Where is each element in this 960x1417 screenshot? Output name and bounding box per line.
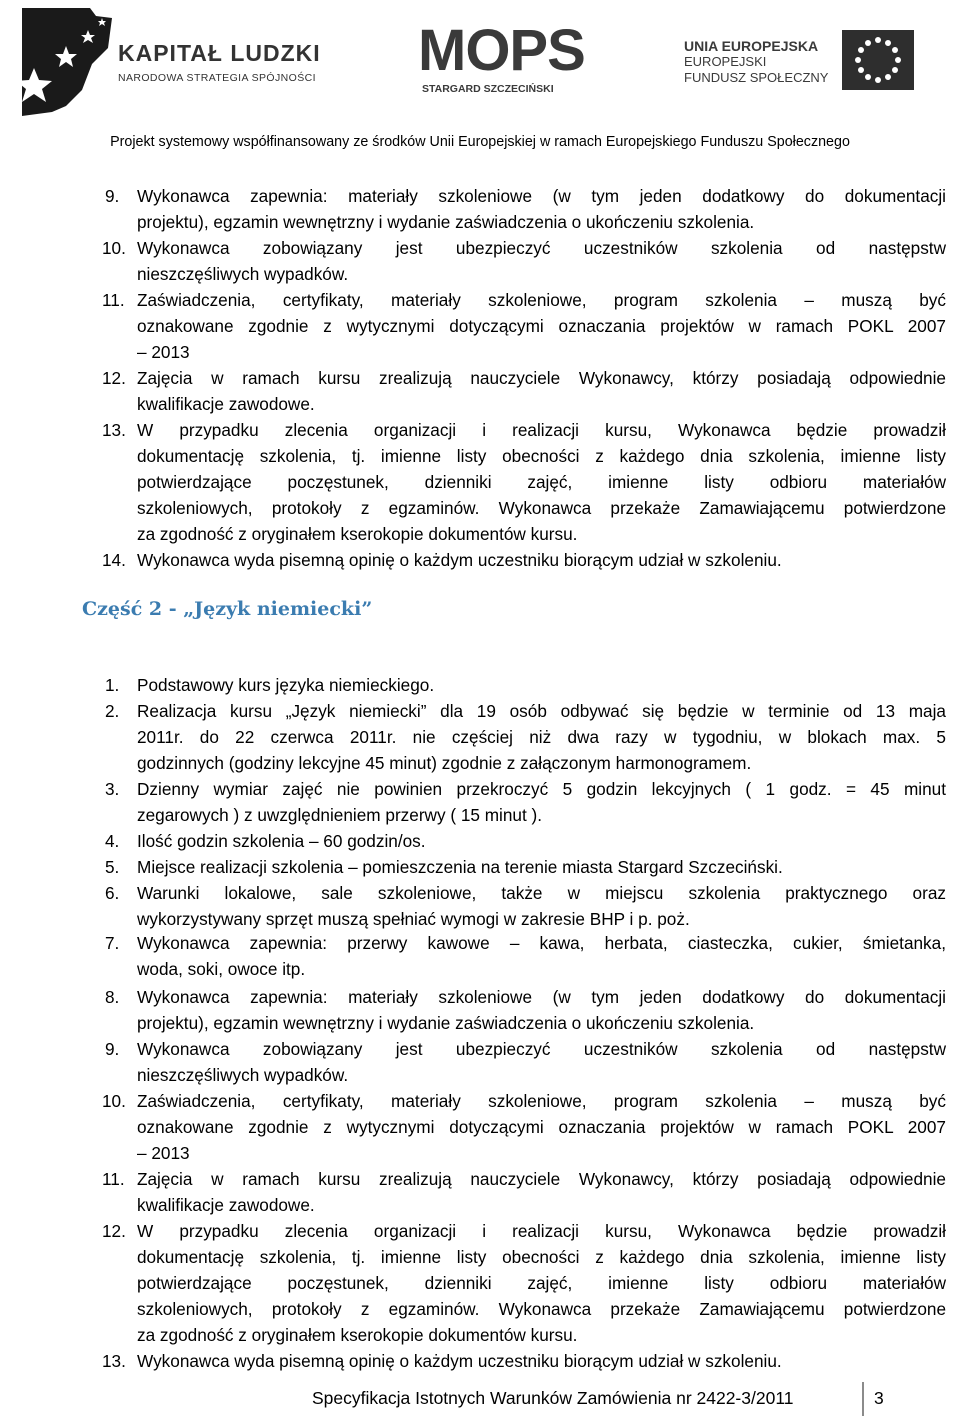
list-item — [102, 365, 946, 417]
list-item-line: za zgodność z oryginałem kserokopie dokumentów kursu. — [137, 524, 578, 544]
list-item-line: szkoleniowych, protokoły z egzaminów. Wykonawca przekaże Zamawiającemu potwierdzone — [137, 1299, 946, 1319]
eu-flag-icon — [842, 30, 914, 94]
list-item — [102, 235, 946, 287]
list-item-line: Wykonawca wyda pisemną opinię o każdym uczestniku biorącym udział w szkoleniu. — [137, 1351, 782, 1371]
list-item-line: wykorzystywany sprzęt muszą spełniać wymogi w zakresie BHP i p. poż. — [137, 909, 690, 929]
list-item — [102, 1166, 946, 1218]
list-item-line: projektu), egzamin wewnętrzny i wydanie zaświadczenia o ukończeniu szkolenia. — [137, 1013, 755, 1033]
list-item-line: Ilość godzin szkolenia – 60 godzin/os. — [137, 831, 426, 851]
ue-line-1: UNIA EUROPEJSKA — [684, 38, 819, 54]
list-item-line: oznakowane zgodnie z wytycznymi dotyczącymi oznaczania projektów w ramach POKL 2007 — [137, 1117, 946, 1137]
list-item-line: W przypadku zlecenia organizacji i realizacji kursu, Wykonawca będzie prowadził — [137, 420, 946, 440]
list-item-number: 9. — [105, 186, 120, 206]
list-item — [105, 183, 946, 235]
list-item — [105, 672, 946, 698]
list-item-line: nieszczęśliwych wypadków. — [137, 1065, 349, 1085]
list-item-line: Podstawowy kurs języka niemieckiego. — [137, 675, 435, 695]
project-cofinancing-line: Projekt systemowy współfinansowany ze środków Unii Europejskiej w ramach Europejskiego Funduszu Społecznego — [110, 134, 850, 150]
list-item-number: 10. — [102, 238, 126, 258]
list-item-number: 8. — [105, 987, 120, 1007]
list-item-number: 14. — [102, 550, 126, 570]
list-item-line: Zaświadczenia, certyfikaty, materiały szkoleniowe, program szkolenia – muszą być — [137, 290, 946, 310]
list-item — [105, 880, 946, 932]
list-item-number: 2. — [105, 701, 120, 721]
list-item — [105, 828, 946, 854]
list-item-line: – 2013 — [137, 342, 190, 362]
list-item-number: 12. — [102, 1221, 126, 1241]
ue-logo — [676, 30, 940, 110]
kapital-ludzki-emblem-icon — [22, 8, 117, 116]
ue-line-3: FUNDUSZ SPOŁECZNY — [684, 70, 829, 85]
page-header — [0, 0, 960, 170]
mops-title: MOPS — [418, 18, 585, 83]
list-item-line: nieszczęśliwych wypadków. — [137, 264, 349, 284]
list-item-number: 11. — [102, 290, 125, 310]
list-item-line: Wykonawca zapewnia: przerwy kawowe – kawa, herbata, ciasteczka, cukier, śmietanka, — [137, 933, 946, 953]
list-item-line: Wykonawca zobowiązany jest ubezpieczyć uczestników szkolenia od następstw — [137, 238, 946, 258]
list-item-line: potwierdzające poczęstunek, dzienniki zajęć, imienne listy odbioru materiałów — [137, 1273, 946, 1293]
list-item-number: 12. — [102, 368, 126, 388]
mops-logo — [418, 18, 618, 98]
list-item-number: 9. — [105, 1039, 120, 1059]
list-item-line: Zaświadczenia, certyfikaty, materiały szkoleniowe, program szkolenia – muszą być — [137, 1091, 946, 1111]
ue-line-2: EUROPEJSKI — [684, 54, 767, 69]
list-item-number: 6. — [105, 883, 120, 903]
list-item — [102, 547, 946, 573]
list-item — [102, 1348, 946, 1374]
list-item-line: woda, soki, owoce itp. — [137, 959, 306, 979]
kapital-ludzki-title: KAPITAŁ LUDZKI — [118, 40, 321, 66]
list-item-line: W przypadku zlecenia organizacji i realizacji kursu, Wykonawca będzie prowadził — [137, 1221, 946, 1241]
list-item-number: 13. — [102, 420, 126, 440]
list-item-line: oznakowane zgodnie z wytycznymi dotyczącymi oznaczania projektów w ramach POKL 2007 — [137, 316, 946, 336]
list-item-number: 10. — [102, 1091, 126, 1111]
list-item-line: kwalifikacje zawodowe. — [137, 1195, 315, 1215]
section-heading: Część 2 - „Język niemiecki” — [82, 598, 373, 620]
list-item-line: Warunki lokalowe, sale szkoleniowe, także w miejscu szkolenia praktycznego oraz — [137, 883, 946, 903]
list-item — [105, 1036, 946, 1088]
list-item-line: Wykonawca zapewnia: materiały szkoleniowe (w tym jeden dodatkowy do dokumentacji — [137, 186, 946, 206]
footer-divider — [862, 1382, 864, 1416]
list-item-number: 11. — [102, 1169, 125, 1189]
list-item — [102, 287, 946, 365]
list-item-line: szkoleniowych, protokoły z egzaminów. Wykonawca przekaże Zamawiającemu potwierdzone — [137, 498, 946, 518]
list-item-line: zegarowych ) z uwzględnieniem przerwy ( 15 minut ). — [137, 805, 543, 825]
list-item-line: Dzienny wymiar zajęć nie powinien przekroczyć 5 godzin lekcyjnych ( 1 godz. = 45 minut — [137, 779, 946, 799]
list-item — [105, 984, 946, 1036]
list-item-line: kwalifikacje zawodowe. — [137, 394, 315, 414]
list-item-line: za zgodność z oryginałem kserokopie dokumentów kursu. — [137, 1325, 578, 1345]
mops-subtitle: STARGARD SZCZECIŃSKI — [422, 83, 554, 95]
list-item-line: projektu), egzamin wewnętrzny i wydanie zaświadczenia o ukończeniu szkolenia. — [137, 212, 755, 232]
list-item-line: Wykonawca zobowiązany jest ubezpieczyć uczestników szkolenia od następstw — [137, 1039, 946, 1059]
list-item — [105, 776, 946, 828]
list-item — [105, 854, 946, 880]
footer-title: Specyfikacja Istotnych Warunków Zamówienia nr 2422-3/2011 — [312, 1388, 794, 1408]
kapital-ludzki-subtitle: NARODOWA STRATEGIA SPÓJNOŚCI — [118, 72, 316, 84]
list-item-line: – 2013 — [137, 1143, 190, 1163]
list-item — [102, 417, 946, 547]
list-item-line: Miejsce realizacji szkolenia – pomieszczenia na terenie miasta Stargard Szczeciński. — [137, 857, 783, 877]
list-item-number: 3. — [105, 779, 120, 799]
page-number: 3 — [874, 1388, 884, 1408]
list-item-line: Zajęcia w ramach kursu zrealizują nauczyciele Wykonawcy, którzy posiadają odpowiednie — [137, 368, 946, 388]
kapital-ludzki-logo — [22, 8, 352, 116]
list-item — [105, 930, 946, 982]
list-item-line: Zajęcia w ramach kursu zrealizują nauczyciele Wykonawcy, którzy posiadają odpowiednie — [137, 1169, 946, 1189]
list-item-line: Realizacja kursu „Język niemiecki” dla 19 osób odbywać się będzie w terminie od 13 maja — [137, 701, 946, 721]
ue-text — [684, 38, 828, 86]
list-item-number: 4. — [105, 831, 120, 851]
list-item-line: potwierdzające poczęstunek, dzienniki zajęć, imienne listy odbioru materiałów — [137, 472, 946, 492]
page-footer — [0, 1380, 960, 1416]
list-item-number: 1. — [105, 675, 120, 695]
list-item-line: dokumentację szkolenia, tj. imienne listy obecności z każdego dnia szkolenia, imienne listy — [137, 446, 946, 466]
list-item — [102, 1088, 946, 1166]
list-item-number: 13. — [102, 1351, 126, 1371]
list-item-line: godzinnych (godziny lekcyjne 45 minut) zgodnie z załączonym harmonogramem. — [137, 753, 752, 773]
list-item-line: 2011r. do 22 czerwca 2011r. nie częściej niż dwa razy w tygodniu, w blokach max. 5 — [137, 727, 946, 747]
list-item-number: 5. — [105, 857, 120, 877]
list-item-line: Wykonawca zapewnia: materiały szkoleniowe (w tym jeden dodatkowy do dokumentacji — [137, 987, 946, 1007]
list-item-line: dokumentację szkolenia, tj. imienne listy obecności z każdego dnia szkolenia, imienne listy — [137, 1247, 946, 1267]
list-item — [102, 1218, 946, 1348]
list-item-line: Wykonawca wyda pisemną opinię o każdym uczestniku biorącym udział w szkoleniu. — [137, 550, 782, 570]
list-item — [105, 698, 946, 776]
list-item-number: 7. — [105, 933, 120, 953]
